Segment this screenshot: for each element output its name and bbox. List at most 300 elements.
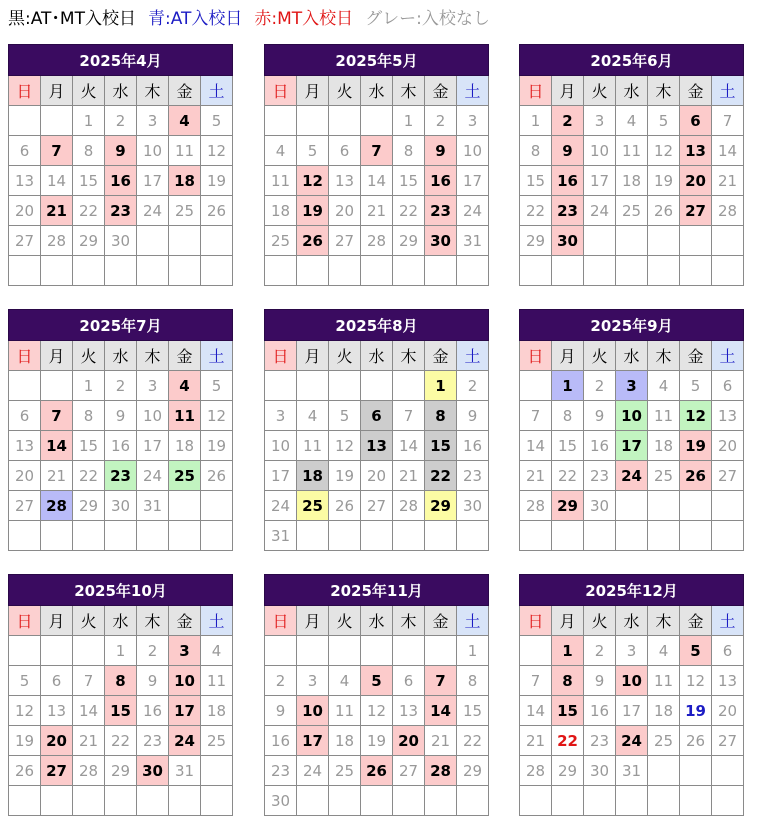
day-cell: 23	[552, 196, 584, 226]
day-cell: 11	[169, 136, 201, 166]
day-cell: 13	[680, 136, 712, 166]
day-cell: 28	[393, 491, 425, 521]
day-cell: 9	[137, 666, 169, 696]
day-cell: 13	[712, 666, 744, 696]
day-cell: 3	[265, 401, 297, 431]
weekday-header: 火	[584, 606, 616, 636]
day-cell: 5	[329, 401, 361, 431]
empty-cell	[680, 226, 712, 256]
day-cell: 13	[9, 431, 41, 461]
day-cell: 9	[552, 136, 584, 166]
empty-cell	[520, 786, 552, 816]
day-cell: 28	[520, 491, 552, 521]
month-title: 2025年8月	[265, 310, 489, 341]
empty-cell	[616, 491, 648, 521]
empty-cell	[616, 521, 648, 551]
day-cell: 25	[648, 726, 680, 756]
empty-cell	[361, 106, 393, 136]
day-cell: 4	[265, 136, 297, 166]
day-cell: 17	[584, 166, 616, 196]
day-cell: 7	[41, 136, 73, 166]
day-cell: 22	[425, 461, 457, 491]
day-cell: 10	[169, 666, 201, 696]
day-cell: 24	[616, 726, 648, 756]
day-cell: 19	[329, 461, 361, 491]
day-cell: 20	[329, 196, 361, 226]
day-cell: 11	[169, 401, 201, 431]
empty-cell	[329, 256, 361, 286]
empty-cell	[41, 786, 73, 816]
day-cell: 15	[425, 431, 457, 461]
month-calendar	[8, 44, 233, 286]
day-cell: 12	[680, 666, 712, 696]
day-cell: 3	[584, 106, 616, 136]
weekday-header: 火	[329, 341, 361, 371]
weekday-header: 水	[616, 76, 648, 106]
day-cell: 6	[712, 636, 744, 666]
legend-black: 黒:AT･MT入校日	[8, 9, 136, 29]
day-cell: 21	[73, 726, 105, 756]
empty-cell	[680, 491, 712, 521]
day-cell: 30	[584, 491, 616, 521]
day-cell: 10	[584, 136, 616, 166]
empty-cell	[329, 636, 361, 666]
day-cell: 22	[73, 461, 105, 491]
empty-cell	[520, 521, 552, 551]
day-cell: 15	[457, 696, 489, 726]
empty-cell	[616, 786, 648, 816]
day-cell: 6	[361, 401, 393, 431]
day-cell: 21	[361, 196, 393, 226]
empty-cell	[41, 521, 73, 551]
empty-cell	[393, 521, 425, 551]
day-cell: 29	[393, 226, 425, 256]
day-cell: 21	[41, 196, 73, 226]
day-cell: 27	[712, 461, 744, 491]
day-cell: 16	[552, 166, 584, 196]
weekday-header: 月	[297, 606, 329, 636]
empty-cell	[712, 756, 744, 786]
day-cell: 30	[105, 491, 137, 521]
day-cell: 4	[616, 106, 648, 136]
day-cell: 29	[73, 226, 105, 256]
empty-cell	[297, 636, 329, 666]
day-cell: 19	[9, 726, 41, 756]
day-cell: 5	[680, 371, 712, 401]
empty-cell	[361, 256, 393, 286]
weekday-header: 土	[457, 606, 489, 636]
day-cell: 2	[552, 106, 584, 136]
day-cell: 29	[552, 491, 584, 521]
day-cell: 25	[329, 756, 361, 786]
weekday-header: 土	[712, 341, 744, 371]
day-cell: 8	[73, 401, 105, 431]
day-cell: 18	[297, 461, 329, 491]
weekday-header: 月	[41, 76, 73, 106]
empty-cell	[712, 226, 744, 256]
day-cell: 2	[457, 371, 489, 401]
weekday-header: 金	[169, 341, 201, 371]
day-cell: 11	[265, 166, 297, 196]
empty-cell	[105, 786, 137, 816]
empty-cell	[9, 371, 41, 401]
day-cell: 23	[105, 196, 137, 226]
empty-cell	[169, 786, 201, 816]
weekday-header: 土	[712, 606, 744, 636]
day-cell: 17	[616, 696, 648, 726]
day-cell: 26	[680, 726, 712, 756]
day-cell: 4	[648, 371, 680, 401]
weekday-header: 木	[137, 606, 169, 636]
weekday-header: 土	[457, 76, 489, 106]
day-cell: 11	[297, 431, 329, 461]
weekday-header: 月	[41, 606, 73, 636]
empty-cell	[297, 106, 329, 136]
empty-cell	[73, 786, 105, 816]
empty-cell	[648, 786, 680, 816]
day-cell: 8	[552, 401, 584, 431]
day-cell: 14	[41, 166, 73, 196]
day-cell: 24	[584, 196, 616, 226]
day-cell: 20	[712, 431, 744, 461]
weekday-header: 金	[425, 606, 457, 636]
empty-cell	[393, 636, 425, 666]
empty-cell	[169, 226, 201, 256]
empty-cell	[393, 256, 425, 286]
weekday-header: 木	[393, 606, 425, 636]
empty-cell	[201, 521, 233, 551]
weekday-header: 日	[9, 341, 41, 371]
day-cell: 20	[41, 726, 73, 756]
day-cell: 14	[520, 431, 552, 461]
day-cell: 28	[425, 756, 457, 786]
month-calendar	[264, 44, 489, 286]
empty-cell	[201, 786, 233, 816]
weekday-header: 火	[329, 76, 361, 106]
day-cell: 27	[680, 196, 712, 226]
day-cell: 2	[137, 636, 169, 666]
weekday-header: 土	[201, 606, 233, 636]
day-cell: 9	[105, 401, 137, 431]
day-cell: 18	[201, 696, 233, 726]
day-cell: 14	[425, 696, 457, 726]
empty-cell	[648, 256, 680, 286]
day-cell: 26	[680, 461, 712, 491]
day-cell: 26	[329, 491, 361, 521]
day-cell: 26	[648, 196, 680, 226]
day-cell: 5	[201, 371, 233, 401]
day-cell: 1	[520, 106, 552, 136]
empty-cell	[41, 256, 73, 286]
weekday-header: 日	[9, 606, 41, 636]
weekday-header: 木	[393, 341, 425, 371]
day-cell: 7	[520, 666, 552, 696]
day-cell: 21	[520, 726, 552, 756]
empty-cell	[393, 786, 425, 816]
day-cell: 13	[9, 166, 41, 196]
day-cell: 3	[616, 636, 648, 666]
empty-cell	[712, 521, 744, 551]
weekday-header: 水	[361, 76, 393, 106]
empty-cell	[584, 786, 616, 816]
day-cell: 13	[329, 166, 361, 196]
day-cell: 15	[105, 696, 137, 726]
day-cell: 15	[393, 166, 425, 196]
day-cell: 15	[552, 696, 584, 726]
day-cell: 21	[712, 166, 744, 196]
day-cell: 9	[425, 136, 457, 166]
empty-cell	[9, 786, 41, 816]
weekday-header: 金	[680, 76, 712, 106]
month-calendar	[8, 574, 233, 816]
empty-cell	[41, 106, 73, 136]
day-cell: 6	[9, 401, 41, 431]
month-calendar	[519, 44, 744, 286]
day-cell: 4	[297, 401, 329, 431]
day-cell: 28	[520, 756, 552, 786]
day-cell: 3	[457, 106, 489, 136]
day-cell: 8	[425, 401, 457, 431]
day-cell: 23	[425, 196, 457, 226]
weekday-header: 日	[265, 341, 297, 371]
day-cell: 2	[105, 371, 137, 401]
weekday-header: 月	[41, 341, 73, 371]
day-cell: 22	[552, 726, 584, 756]
day-cell: 16	[584, 696, 616, 726]
day-cell: 8	[393, 136, 425, 166]
empty-cell	[41, 371, 73, 401]
weekday-header: 木	[648, 76, 680, 106]
day-cell: 30	[584, 756, 616, 786]
day-cell: 12	[9, 696, 41, 726]
day-cell: 5	[201, 106, 233, 136]
day-cell: 23	[265, 756, 297, 786]
day-cell: 9	[105, 136, 137, 166]
empty-cell	[425, 256, 457, 286]
weekday-header: 水	[616, 341, 648, 371]
day-cell: 16	[457, 431, 489, 461]
legend-blue: 青:AT入校日	[147, 9, 243, 29]
empty-cell	[265, 636, 297, 666]
weekday-header: 月	[297, 76, 329, 106]
weekday-header: 月	[552, 606, 584, 636]
empty-cell	[297, 521, 329, 551]
day-cell: 10	[265, 431, 297, 461]
day-cell: 21	[520, 461, 552, 491]
weekday-header: 火	[584, 76, 616, 106]
weekday-header: 金	[169, 76, 201, 106]
day-cell: 4	[201, 636, 233, 666]
day-cell: 9	[265, 696, 297, 726]
empty-cell	[201, 226, 233, 256]
empty-cell	[584, 226, 616, 256]
empty-cell	[425, 786, 457, 816]
day-cell: 31	[137, 491, 169, 521]
day-cell: 25	[616, 196, 648, 226]
month-calendar	[264, 574, 489, 816]
day-cell: 11	[648, 401, 680, 431]
day-cell: 12	[201, 136, 233, 166]
day-cell: 24	[137, 461, 169, 491]
empty-cell	[201, 491, 233, 521]
weekday-header: 火	[329, 606, 361, 636]
day-cell: 15	[520, 166, 552, 196]
day-cell: 4	[169, 371, 201, 401]
day-cell: 16	[137, 696, 169, 726]
day-cell: 28	[41, 491, 73, 521]
empty-cell	[361, 636, 393, 666]
day-cell: 12	[297, 166, 329, 196]
day-cell: 22	[73, 196, 105, 226]
day-cell: 29	[457, 756, 489, 786]
day-cell: 14	[712, 136, 744, 166]
empty-cell	[297, 256, 329, 286]
day-cell: 31	[616, 756, 648, 786]
day-cell: 17	[137, 431, 169, 461]
weekday-header: 木	[137, 341, 169, 371]
empty-cell	[137, 521, 169, 551]
weekday-header: 水	[361, 606, 393, 636]
day-cell: 18	[169, 166, 201, 196]
weekday-header: 水	[361, 341, 393, 371]
day-cell: 20	[712, 696, 744, 726]
empty-cell	[201, 256, 233, 286]
month-title: 2025年10月	[9, 575, 233, 606]
day-cell: 1	[105, 636, 137, 666]
day-cell: 30	[265, 786, 297, 816]
day-cell: 29	[425, 491, 457, 521]
day-cell: 10	[616, 401, 648, 431]
day-cell: 3	[137, 371, 169, 401]
weekday-header: 火	[73, 606, 105, 636]
empty-cell	[584, 256, 616, 286]
day-cell: 27	[712, 726, 744, 756]
day-cell: 14	[361, 166, 393, 196]
empty-cell	[552, 786, 584, 816]
empty-cell	[552, 521, 584, 551]
day-cell: 25	[169, 461, 201, 491]
weekday-header: 金	[425, 341, 457, 371]
day-cell: 18	[169, 431, 201, 461]
day-cell: 19	[297, 196, 329, 226]
day-cell: 5	[297, 136, 329, 166]
day-cell: 20	[9, 461, 41, 491]
weekday-header: 月	[552, 76, 584, 106]
day-cell: 21	[41, 461, 73, 491]
day-cell: 14	[520, 696, 552, 726]
day-cell: 2	[105, 106, 137, 136]
day-cell: 7	[73, 666, 105, 696]
day-cell: 1	[552, 371, 584, 401]
day-cell: 30	[552, 226, 584, 256]
weekday-header: 月	[552, 341, 584, 371]
day-cell: 31	[457, 226, 489, 256]
day-cell: 1	[457, 636, 489, 666]
day-cell: 12	[329, 431, 361, 461]
empty-cell	[680, 786, 712, 816]
day-cell: 24	[137, 196, 169, 226]
day-cell: 29	[73, 491, 105, 521]
empty-cell	[680, 521, 712, 551]
month-title: 2025年11月	[265, 575, 489, 606]
day-cell: 25	[265, 226, 297, 256]
day-cell: 3	[169, 636, 201, 666]
day-cell: 19	[680, 431, 712, 461]
day-cell: 18	[616, 166, 648, 196]
day-cell: 12	[680, 401, 712, 431]
day-cell: 2	[265, 666, 297, 696]
empty-cell	[425, 521, 457, 551]
day-cell: 9	[584, 666, 616, 696]
empty-cell	[73, 636, 105, 666]
day-cell: 16	[425, 166, 457, 196]
day-cell: 6	[9, 136, 41, 166]
day-cell: 20	[393, 726, 425, 756]
weekday-header: 金	[680, 341, 712, 371]
weekday-header: 土	[457, 341, 489, 371]
day-cell: 24	[265, 491, 297, 521]
day-cell: 18	[648, 431, 680, 461]
day-cell: 27	[393, 756, 425, 786]
day-cell: 18	[329, 726, 361, 756]
day-cell: 22	[393, 196, 425, 226]
day-cell: 7	[361, 136, 393, 166]
day-cell: 15	[73, 431, 105, 461]
day-cell: 9	[457, 401, 489, 431]
day-cell: 19	[648, 166, 680, 196]
day-cell: 23	[584, 461, 616, 491]
day-cell: 24	[457, 196, 489, 226]
weekday-header: 火	[73, 341, 105, 371]
weekday-header: 土	[201, 341, 233, 371]
empty-cell	[169, 521, 201, 551]
month-calendar	[264, 309, 489, 551]
weekday-header: 日	[520, 606, 552, 636]
day-cell: 2	[584, 371, 616, 401]
day-cell: 17	[169, 696, 201, 726]
weekday-header: 金	[425, 76, 457, 106]
day-cell: 7	[41, 401, 73, 431]
day-cell: 12	[648, 136, 680, 166]
day-cell: 22	[105, 726, 137, 756]
day-cell: 22	[552, 461, 584, 491]
empty-cell	[137, 786, 169, 816]
day-cell: 24	[169, 726, 201, 756]
empty-cell	[169, 491, 201, 521]
day-cell: 23	[584, 726, 616, 756]
day-cell: 17	[616, 431, 648, 461]
empty-cell	[616, 226, 648, 256]
day-cell: 19	[680, 696, 712, 726]
empty-cell	[329, 371, 361, 401]
empty-cell	[9, 106, 41, 136]
empty-cell	[9, 256, 41, 286]
weekday-header: 日	[520, 76, 552, 106]
day-cell: 28	[361, 226, 393, 256]
day-cell: 7	[393, 401, 425, 431]
empty-cell	[648, 521, 680, 551]
day-cell: 11	[616, 136, 648, 166]
day-cell: 10	[137, 401, 169, 431]
weekday-header: 日	[265, 76, 297, 106]
day-cell: 28	[73, 756, 105, 786]
day-cell: 14	[393, 431, 425, 461]
weekday-header: 日	[520, 341, 552, 371]
day-cell: 11	[648, 666, 680, 696]
day-cell: 7	[520, 401, 552, 431]
empty-cell	[9, 521, 41, 551]
day-cell: 30	[425, 226, 457, 256]
